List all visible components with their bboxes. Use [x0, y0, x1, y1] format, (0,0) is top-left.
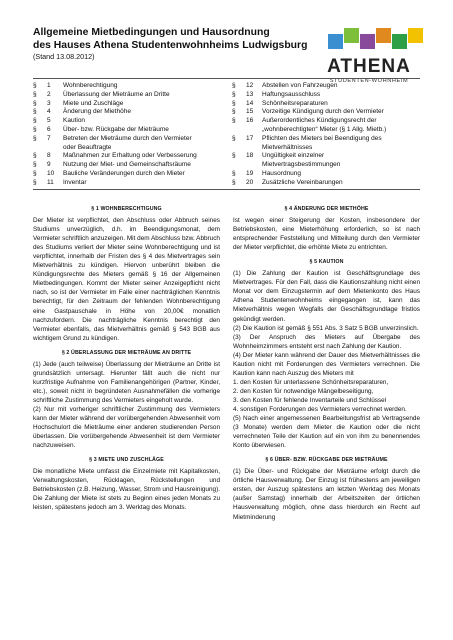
- logo-subtitle: STUDENTEN-WOHNHEIM: [329, 78, 409, 84]
- toc-text: Über- bzw. Rückgabe der Mieträume: [63, 125, 169, 133]
- toc-num: 2: [47, 90, 51, 98]
- toc-text: Miete und Zuschläge: [63, 99, 124, 107]
- toc-num: 16: [246, 117, 254, 125]
- toc-entry: [232, 135, 422, 144]
- toc-num: 9: [47, 161, 51, 169]
- toc-num: 17: [246, 134, 254, 142]
- toc-num: 10: [47, 169, 55, 177]
- section-heading: § 2 ÜBERLASSUNG DER MIETRÄUME AN DRITTE: [61, 349, 192, 356]
- title-line-1: Allgemeine Mietbedingungen und Hausordnung: [33, 27, 270, 38]
- toc-sec: §: [33, 161, 37, 169]
- logo-square: [360, 34, 375, 49]
- toc-sec: §: [33, 108, 37, 116]
- section-heading: § 6 ÜBER- BZW. RÜCKGABE DER MIETRÄUME: [265, 457, 388, 464]
- toc-num: 3: [47, 99, 51, 107]
- toc-entry: [33, 117, 223, 126]
- paragraph: 4. sonstigen Forderungen des Vermieters verrechnet werden.: [233, 405, 407, 413]
- toc-text: Änderung der Miethöhe: [63, 108, 131, 116]
- toc-sec: [232, 144, 246, 153]
- paragraph: (2) Nur mit vorheriger schriftlicher Zustimmung des Vermieters kann der Mieter während der vorübergehenden Abwesenheit vom Hochschulort die Mieträume einer anderen studierenden Person überlassen. Die vorübergehende Abwesenheit ist dem Vermieter nachzuweisen.: [33, 405, 220, 450]
- toc-num: 20: [246, 178, 254, 186]
- toc-sec: §: [232, 82, 236, 89]
- toc-num: 14: [246, 99, 254, 107]
- toc-text: Mietverhältnisses: [262, 143, 313, 151]
- toc-entry: [232, 144, 422, 153]
- toc-text: Bauliche Veränderungen durch den Mieter: [63, 169, 185, 177]
- text-column-left: [33, 205, 220, 513]
- toc-entry: [33, 179, 223, 188]
- paragraph: (1) Die Zahlung der Kaution ist Geschäftsgrundlage des Mietvertrages. Für den Fall, dass die Kautionszahlung nicht einen Monat vor dem Einzugstermin auf dem Mietenkonto des Haus Athena Studentenwohnheims eingegangen ist, kann das Mietverhältnis wegen Wegfalls der Geschäftsgrundlage fristlos gekündigt werden.: [233, 270, 420, 323]
- toc-text: Hausordnung: [262, 169, 302, 177]
- toc-sec: §: [232, 117, 236, 125]
- toc-text: Wohnberechtigung: [63, 82, 118, 89]
- toc-sec: §: [33, 134, 37, 142]
- section-heading: § 5 KAUTION: [309, 259, 344, 266]
- toc-text: Außerordentliches Kündigungsrecht der: [262, 117, 377, 125]
- toc-entry: [232, 117, 422, 126]
- paragraph: Der Mieter ist verpflichtet, den Abschluss oder Abbruch seines Studiums unverzüglich, d.h. im Beendigungsmonat, dem Vermieter schriftlich anzuzeigen. Mit dem Abschluss bzw. Abbruch des Studiums verliert der Mieter seine Wohnberechtigung und ist verpflichtet, innerhalb der Fristen des § 4 des Mietvertrages sein Mietverhältnis zu kündigen. Hiervon unberührt bleiben die Kündigungsrechte des Mieters gemäß § 16 der Allgemeinen Mietbedingungen. Kommt der Mieter seiner Anzeigepflicht nicht nach, so ist der Vermieter im Falle einer nachträglichen Kenntnis berechtigt, für den Zeitraum der fehlenden Wohnberechtigung eine Gastpauschale in Höhe von 20,00€ monatlich nachzufordern. Die nachträgliche Kenntnis berechtigt den Vermieter ebenfalls, das Mietverhältnis gemäß § 543 BGB aus wichtigem Grund zu kündigen.: [33, 217, 220, 342]
- toc-num: 11: [47, 178, 54, 186]
- toc-entry: [232, 161, 422, 170]
- logo-square: [392, 34, 407, 49]
- toc-sec: §: [232, 134, 236, 142]
- toc-left-column: [33, 82, 223, 188]
- toc-text: Ungültigkeit einzelner: [262, 152, 325, 160]
- divider-bottom: [33, 189, 420, 190]
- paragraph: (2) Die Kaution ist gemäß § 551 Abs. 3 Satz 5 BGB unverzinslich.: [233, 324, 419, 332]
- toc-sec: §: [33, 82, 37, 89]
- toc-entry: [33, 108, 223, 117]
- toc-text: Schönheitsreparaturen: [262, 99, 328, 107]
- toc-entry: [232, 179, 422, 188]
- toc-num: [47, 144, 63, 153]
- paragraph: 1. den Kosten für unterlassene Schönheitsreparaturen,: [233, 378, 389, 386]
- document-title: [33, 26, 333, 52]
- toc-text: Vorzeitige Kündigung durch den Vermieter: [262, 108, 384, 116]
- paragraph: 3. den Kosten für fehlende Inventarteile und Schlüssel: [233, 396, 387, 404]
- toc-entry: [232, 82, 422, 91]
- toc-sec: §: [232, 169, 236, 177]
- toc-entry: [33, 91, 223, 100]
- toc-sec: [232, 126, 246, 135]
- toc-num: [246, 126, 262, 135]
- toc-right-column: [232, 82, 422, 188]
- athena-logo: [314, 28, 424, 90]
- toc-sec: §: [33, 117, 37, 125]
- paragraph: (1) Jede (auch teilweise) Überlassung der Mieträume an Dritte ist grundsätzlich untersagt. Hierunter fällt auch die nicht nur kurzfristige Aufnahme von Familienangehörigen (Partner, Kinder, etc.), soweit nicht in begründeten Ausnahmefällen die vorherige schriftliche Zustimmung des Vermieters eingeholt wurde.: [33, 360, 220, 404]
- toc-text: Pflichten des Mieters bei Beendigung des: [262, 134, 382, 142]
- logo-square: [376, 28, 391, 43]
- toc-text: Betreten der Mieträume durch den Vermieter: [63, 134, 192, 142]
- toc-text: Inventar: [63, 178, 87, 186]
- toc-text: Überlassung der Mieträume an Dritte: [63, 90, 170, 98]
- paragraph: (5) Nach einer angemessenen Bearbeitungsfrist ab Vertragsende (3 Monate) werden dem Mieter die Kaution oder die nicht verrechneten Teile der Kaution auf ein von ihm zu benennendes Konto überwiesen.: [233, 415, 420, 450]
- toc-sec: [232, 161, 246, 170]
- toc-sec: §: [33, 152, 37, 160]
- toc-sec: §: [232, 99, 236, 107]
- toc-sec: §: [232, 90, 236, 98]
- toc-entry: [232, 152, 422, 161]
- divider-top: [33, 78, 420, 79]
- toc-text: Mietvertragsbestimmungen: [262, 161, 341, 169]
- section-heading: § 3 MIETE UND ZUSCHLÄGE: [89, 457, 164, 464]
- toc-num: 12: [246, 82, 254, 89]
- toc-sec: §: [232, 108, 236, 116]
- toc-text: „wohnberechtigten“ Mieter (§ 1 Allg. Mietb.): [262, 125, 387, 133]
- logo-square: [328, 34, 343, 49]
- toc-sec: §: [33, 169, 37, 177]
- toc-num: 1: [47, 82, 51, 89]
- toc-text: Kaution: [63, 117, 86, 125]
- toc-text: Zusätzliche Vereinbarungen: [262, 178, 343, 186]
- title-line-2: des Hauses Athena Studentenwohnheims Ludwigsburg: [33, 40, 308, 51]
- toc-num: 5: [47, 117, 51, 125]
- logo-squares: [314, 28, 424, 54]
- stand-date: (Stand 13.08.2012): [33, 52, 95, 61]
- logo-wordmark: ATHENA: [327, 56, 411, 77]
- text-column-right: [233, 205, 420, 522]
- toc-sec: §: [33, 90, 37, 98]
- toc-num: 15: [246, 108, 254, 116]
- toc-entry: [33, 170, 223, 179]
- toc-num: 7: [47, 134, 51, 142]
- paragraph: Die monatliche Miete umfasst die Einzelmiete mit Kapitalkosten, Verwaltungskosten, Rücklagen, Rückstellungen und Betriebskosten (z.B. Heizung, Wasser, Strom und Hausreinigung). Die Zahlung der Miete ist stets zu Beginn eines jeden Monats zu leisten, spätestens jedoch am 3. Werktag des Monats.: [33, 468, 220, 512]
- toc-num: 4: [47, 108, 51, 116]
- paragraph: 2. den Kosten für notwendige Mängelbeseitigung,: [233, 387, 374, 395]
- toc-num: 13: [246, 90, 254, 98]
- paragraph: (1) Die Über- und Rückgabe der Mieträume erfolgt durch die örtliche Hausverwaltung. Der Einzug ist frühestens am jeweiligen ersten, der Auszug spätestens am letzten Werktag des Monats (außer Samstag) innerhalb der Arbeitszeiten der örtlichen Hausverwaltung möglich, ohne dass hierdurch ein Recht auf Mietminderung: [233, 468, 420, 521]
- toc-sec: §: [33, 178, 37, 186]
- paragraph: Ist wegen einer Steigerung der Kosten, insbesondere der Betriebskosten, eine Mieterhöhung erforderlich, so ist nach entsprechender Feststellung und Mitteilung durch den Vermieter der Mieter verpflichtet, die erhöhte Miete zu entrichten.: [233, 217, 420, 252]
- toc-num: 18: [246, 152, 254, 160]
- paragraph: (3) Der Anspruch des Mieters auf Übergabe des Wohnheimzimmers entsteht erst nach Zahlung der Kaution.: [233, 333, 420, 350]
- toc-entry: [33, 144, 223, 153]
- toc-entry: [232, 126, 422, 135]
- toc-sec: §: [232, 178, 236, 186]
- toc-entry: [232, 108, 422, 117]
- toc-sec: §: [232, 152, 236, 160]
- section-heading: § 4 ÄNDERUNG DER MIETHÖHE: [284, 206, 369, 212]
- logo-square: [344, 28, 359, 43]
- toc-num: [246, 161, 262, 170]
- toc-text: Abstellen von Fahrzeugen: [262, 82, 338, 89]
- paragraph: (4) Der Mieter kann während der Dauer des Mietverhältnisses die Kaution nicht mit Forderungen des Vermieters verrechnen. Die Kaution kann nach Auszug des Mieters mit: [233, 351, 420, 377]
- toc-text: Maßnahmen zur Erhaltung oder Verbesserung: [63, 152, 197, 160]
- toc-entry: [232, 91, 422, 100]
- toc-entry: [33, 126, 223, 135]
- toc-num: 8: [47, 152, 51, 160]
- toc-entry: [33, 135, 223, 144]
- toc-sec: §: [33, 125, 37, 133]
- toc-num: 19: [246, 169, 254, 177]
- toc-entry: [33, 152, 223, 161]
- toc-entry: [33, 161, 223, 170]
- toc-num: 6: [47, 125, 51, 133]
- section-heading: § 1 WOHNBERECHTIGUNG: [91, 206, 162, 212]
- toc-sec: [33, 144, 47, 153]
- toc-text: oder Beauftragte: [63, 143, 112, 151]
- toc-entry: [232, 100, 422, 109]
- toc-entry: [232, 170, 422, 179]
- logo-square: [408, 28, 423, 43]
- toc-text: Nutzung der Miet- und Gemeinschaftsräume: [63, 161, 191, 169]
- toc-text: Haftungsausschluss: [262, 90, 321, 98]
- toc-entry: [33, 82, 223, 91]
- toc-num: [246, 144, 262, 153]
- toc-sec: §: [33, 99, 37, 107]
